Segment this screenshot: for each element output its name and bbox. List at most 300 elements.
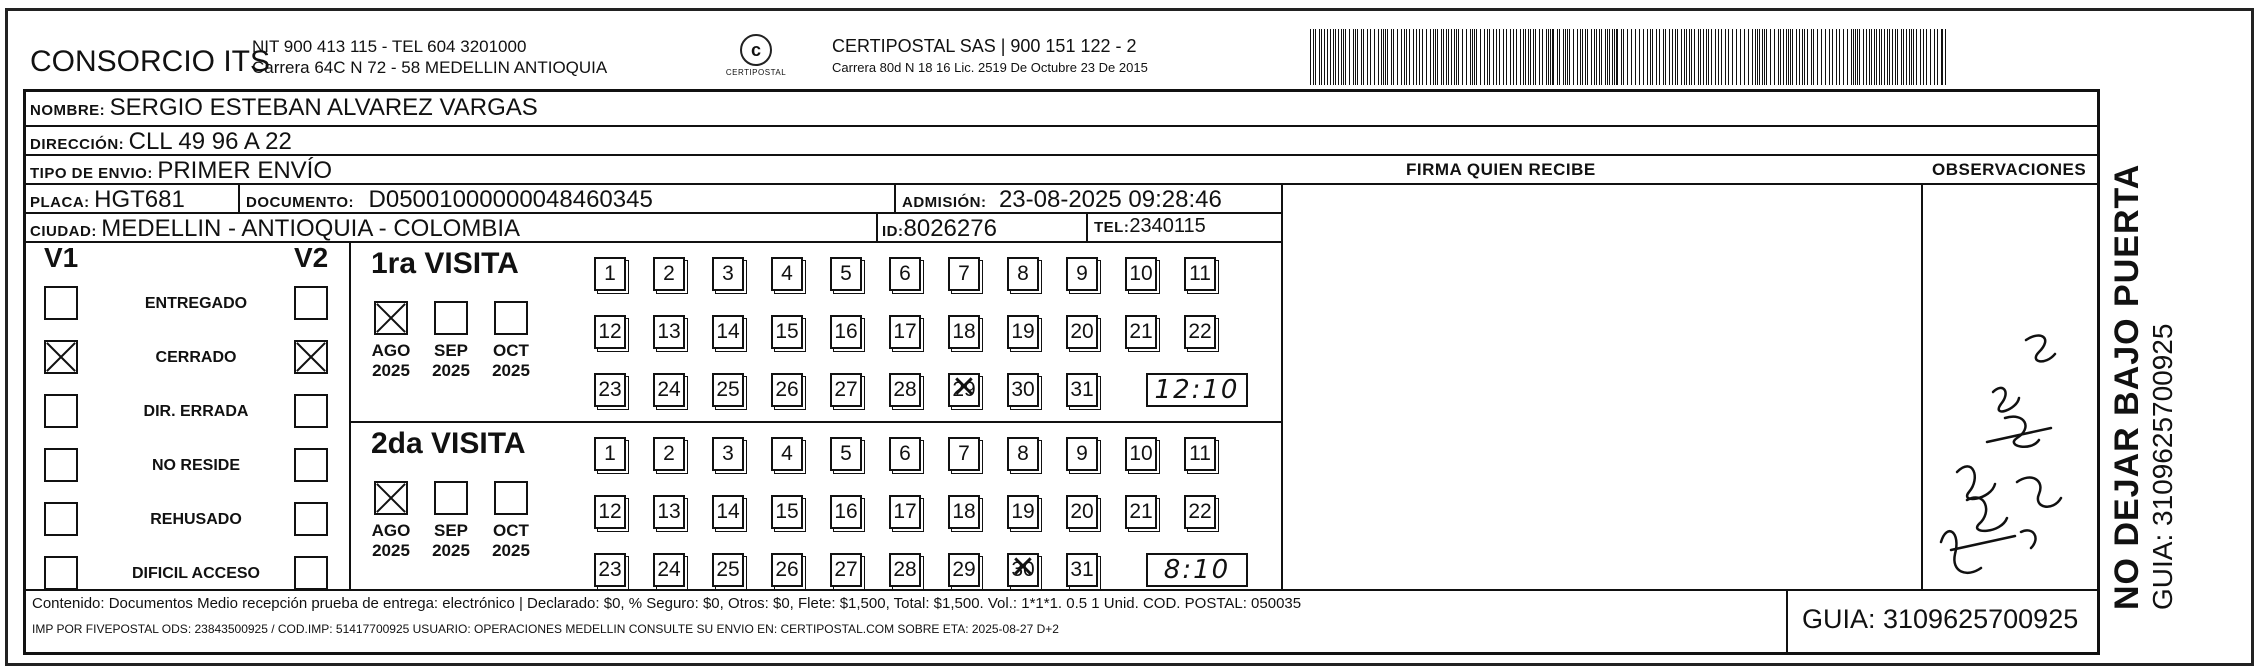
barcode-bar: [1484, 29, 1485, 85]
barcode-bar: [1770, 29, 1771, 85]
day-box[interactable]: 7: [948, 437, 980, 471]
v2-checkbox[interactable]: [294, 448, 328, 482]
v1-checkbox[interactable]: [44, 556, 78, 590]
barcode-bar: [1565, 29, 1566, 85]
direccion-label: DIRECCIÓN:: [30, 136, 125, 153]
month-label: OCT 2025: [492, 341, 530, 380]
nombre-label: NOMBRE:: [30, 102, 106, 119]
day-box[interactable]: 3: [712, 257, 744, 291]
firma-header: FIRMA QUIEN RECIBE: [1406, 160, 1596, 179]
day-box[interactable]: 17: [889, 315, 921, 349]
barcode-bar: [1887, 29, 1888, 85]
barcode-bar: [1706, 29, 1707, 85]
barcode-bar: [1321, 29, 1322, 85]
barcode-bar: [1363, 29, 1364, 85]
v2-checkbox[interactable]: [294, 340, 328, 374]
barcode-bar: [1426, 29, 1427, 85]
v2-checkbox[interactable]: [294, 556, 328, 590]
v2-header: V2: [294, 242, 329, 273]
barcode-bar: [1525, 29, 1526, 85]
barcode-bar: [1539, 29, 1540, 85]
day-box[interactable]: 22: [1184, 315, 1216, 349]
tel-value: 2340115: [1129, 215, 1206, 237]
month-label: SEP 2025: [432, 341, 470, 380]
day-box[interactable]: 22: [1184, 495, 1216, 529]
barcode-bar: [1381, 29, 1382, 85]
admision-cell: [902, 186, 1222, 214]
barcode-bar: [1623, 29, 1624, 85]
barcode-bar: [1496, 29, 1497, 85]
day-box[interactable]: 18: [948, 315, 980, 349]
barcode-bar: [1855, 29, 1856, 85]
company-name: CONSORCIO ITS: [30, 45, 271, 78]
day-box[interactable]: 23: [594, 553, 626, 587]
day-box[interactable]: 31: [1066, 373, 1098, 407]
barcode-bar: [1357, 29, 1358, 85]
day-box[interactable]: 16: [830, 495, 862, 529]
barcode-bar: [1370, 29, 1371, 85]
day-box[interactable]: 10: [1125, 257, 1157, 291]
day-box[interactable]: 30 ✕: [1007, 553, 1039, 587]
status-label: DIFICIL ACCESO: [131, 565, 260, 582]
barcode-bar: [1627, 29, 1628, 85]
barcode-bar: [1913, 29, 1914, 85]
status-label: CERRADO: [155, 349, 237, 366]
observaciones-header: OBSERVACIONES: [1932, 160, 2087, 179]
signature: [1921, 242, 2097, 587]
barcode-bar: [1851, 29, 1852, 85]
barcode-bar: [1330, 29, 1331, 85]
placa-value: HGT681: [94, 186, 185, 213]
barcode-bar: [1762, 29, 1763, 85]
barcode-bar: [1863, 29, 1864, 85]
barcode-bar: [1916, 29, 1917, 85]
barcode-bar: [1406, 29, 1407, 85]
barcode-bar: [1419, 29, 1420, 85]
barcode-bar: [1669, 29, 1670, 85]
month-label: AGO 2025: [371, 521, 411, 560]
v1-checkbox[interactable]: [44, 286, 78, 320]
day-box[interactable]: 24: [653, 373, 685, 407]
day-box[interactable]: 4: [771, 437, 803, 471]
certi-line2: Carrera 80d N 18 16 Lic. 2519 De Octubre 23 De 2015: [832, 60, 1148, 75]
day-box[interactable]: 16: [830, 315, 862, 349]
month-label: AGO 2025: [371, 341, 411, 380]
barcode-bar: [1874, 29, 1875, 85]
barcode-bar: [1335, 29, 1336, 85]
barcode-bar: [1631, 29, 1632, 85]
barcode-bar: [1327, 29, 1328, 85]
barcode-bar: [1585, 29, 1586, 85]
barcode-bar: [1563, 29, 1564, 85]
barcode-bar: [1703, 29, 1704, 85]
barcode-bar: [1594, 29, 1595, 85]
barcode-bar: [1744, 29, 1745, 85]
barcode-bar: [1416, 29, 1417, 85]
barcode-bar: [1506, 29, 1507, 85]
admision-label: ADMISIÓN:: [902, 194, 987, 211]
barcode-bar: [1315, 29, 1316, 85]
barcode-bar: [1422, 29, 1423, 85]
v1-checkbox[interactable]: [44, 448, 78, 482]
barcode-bar: [1708, 29, 1709, 85]
barcode-bar: [1764, 29, 1765, 85]
day-box[interactable]: 17: [889, 495, 921, 529]
day-box[interactable]: 8: [1007, 437, 1039, 471]
day-box[interactable]: 6: [889, 437, 921, 471]
v1-checkbox[interactable]: [44, 502, 78, 536]
status-label: DIR. ERRADA: [143, 403, 249, 420]
barcode-bar: [1607, 29, 1608, 85]
certi-line1: CERTIPOSTAL SAS | 900 151 122 - 2: [832, 36, 1137, 56]
barcode-bar: [1559, 29, 1560, 85]
barcode-bar: [1387, 29, 1388, 85]
barcode-bar: [1535, 29, 1536, 85]
barcode-bar: [1656, 29, 1657, 85]
barcode-bar: [1557, 29, 1558, 85]
tel-cell: [1094, 215, 1206, 238]
status-label: ENTREGADO: [144, 295, 248, 312]
barcode-bar: [1920, 29, 1921, 85]
barcode-bar: [1847, 29, 1848, 85]
barcode-bar: [1774, 29, 1775, 85]
barcode-bar: [1879, 29, 1880, 85]
day-box[interactable]: 28: [889, 553, 921, 587]
barcode-bar: [1430, 29, 1431, 85]
barcode-bar: [1652, 29, 1653, 85]
footer-guia: GUIA: 3109625700925: [1802, 604, 2079, 634]
barcode-bar: [1548, 29, 1549, 85]
documento-value: D05001000000048460345: [368, 186, 653, 213]
day-box[interactable]: 23: [594, 373, 626, 407]
day-box[interactable]: 2: [653, 257, 685, 291]
barcode-bar: [1821, 29, 1822, 85]
barcode-bar: [1876, 29, 1877, 85]
barcode-bar: [1456, 29, 1457, 85]
barcode-bar: [1616, 29, 1618, 85]
barcode-bar: [1343, 29, 1344, 85]
day-box[interactable]: 1: [594, 257, 626, 291]
ciudad-cell: [30, 215, 520, 243]
day-box[interactable]: 29: [948, 553, 980, 587]
barcode-bar: [1903, 29, 1904, 85]
barcode-bar: [1472, 29, 1473, 85]
barcode-bar: [1691, 29, 1692, 85]
side-stamp-guia: GUIA: 3109625700925: [2147, 323, 2178, 610]
barcode-bar: [1385, 29, 1386, 85]
day-box[interactable]: 20: [1066, 315, 1098, 349]
documento-label: DOCUMENTO:: [246, 194, 355, 211]
barcode-bar: [1672, 29, 1673, 85]
barcode-bar: [1319, 29, 1320, 85]
ciudad-label: CIUDAD:: [30, 223, 97, 240]
ciudad-value: MEDELLIN - ANTIOQUIA - COLOMBIA: [101, 215, 521, 242]
barcode-bar: [1437, 29, 1438, 85]
month-checkbox[interactable]: [494, 481, 528, 515]
barcode-bar: [1345, 29, 1346, 85]
barcode-bar: [1569, 29, 1570, 85]
day-box[interactable]: 26: [771, 553, 803, 587]
barcode-bar: [1732, 29, 1733, 85]
certipostal-logo: [725, 34, 787, 82]
day-box[interactable]: 30: [1007, 373, 1039, 407]
barcode-bar: [1811, 29, 1812, 85]
barcode-bar: [1677, 29, 1678, 85]
delivery-form: [23, 89, 2100, 655]
barcode-bar: [1355, 29, 1356, 85]
day-box[interactable]: 9: [1066, 437, 1098, 471]
barcode-bar: [1817, 29, 1818, 85]
barcode-bar: [1647, 29, 1648, 85]
logo-wordmark: CERTIPOSTAL: [725, 68, 787, 77]
tipo-label: TIPO DE ENVIO:: [30, 165, 153, 182]
barcode-bar: [1587, 29, 1588, 85]
day-box[interactable]: 26: [771, 373, 803, 407]
barcode-bar: [1843, 29, 1844, 85]
day-box[interactable]: 25: [712, 373, 744, 407]
barcode-bar: [1881, 29, 1882, 85]
barcode-bar: [1493, 29, 1494, 85]
day-box[interactable]: 3: [712, 437, 744, 471]
barcode-bar: [1686, 29, 1687, 85]
barcode-bar: [1605, 29, 1606, 85]
v2-checkbox[interactable]: [294, 394, 328, 428]
barcode-bar: [1778, 29, 1779, 85]
barcode-bar: [1884, 29, 1885, 85]
barcode-bar: [1752, 29, 1753, 85]
barcode: [1310, 29, 1950, 85]
day-box[interactable]: 27: [830, 373, 862, 407]
visit-title: 2da VISITA: [371, 427, 526, 460]
visit-title: 1ra VISITA: [371, 247, 519, 280]
day-box[interactable]: 8: [1007, 257, 1039, 291]
barcode-bar: [1612, 29, 1613, 85]
month-checkbox[interactable]: [434, 301, 468, 335]
barcode-bar: [1941, 29, 1943, 85]
barcode-bar: [1901, 29, 1902, 85]
barcode-bar: [1499, 29, 1500, 85]
barcode-bar: [1796, 29, 1797, 85]
month-checkbox[interactable]: [494, 301, 528, 335]
id-label: ID:: [882, 223, 904, 240]
day-box[interactable]: 5: [830, 257, 862, 291]
day-box[interactable]: 14: [712, 495, 744, 529]
barcode-bar: [1832, 29, 1833, 85]
day-box[interactable]: 5: [830, 437, 862, 471]
barcode-bar: [1383, 29, 1384, 85]
barcode-bar: [1378, 29, 1379, 85]
v2-checkbox[interactable]: [294, 502, 328, 536]
barcode-bar: [1577, 29, 1578, 85]
barcode-bar: [1413, 29, 1414, 85]
seal-icon: c: [740, 34, 772, 66]
barcode-bar: [1582, 29, 1583, 85]
barcode-bar: [1552, 29, 1554, 85]
tipo-row: [30, 157, 332, 185]
barcode-bar: [1813, 29, 1814, 85]
barcode-bar: [1718, 29, 1719, 85]
day-box[interactable]: 15: [771, 315, 803, 349]
status-label: REHUSADO: [150, 511, 242, 528]
company-info: [252, 36, 607, 78]
day-box[interactable]: 27: [830, 553, 862, 587]
barcode-bar: [1567, 29, 1568, 85]
barcode-bar: [1663, 29, 1664, 85]
barcode-bar: [1639, 29, 1640, 85]
day-box[interactable]: 19: [1007, 315, 1039, 349]
barcode-bar: [1510, 29, 1511, 85]
v1-checkbox[interactable]: [44, 394, 78, 428]
barcode-bar: [1454, 29, 1455, 85]
barcode-bar: [1435, 29, 1436, 85]
barcode-bar: [1725, 29, 1726, 85]
barcode-bar: [1909, 29, 1910, 85]
barcode-bar: [1825, 29, 1826, 85]
barcode-bar: [1591, 29, 1592, 85]
barcode-bar: [1869, 29, 1870, 85]
barcode-bar: [1643, 29, 1644, 85]
barcode-bar: [1391, 29, 1392, 85]
barcode-bar: [1807, 29, 1808, 85]
side-stamp: [2108, 164, 2179, 610]
month-label: OCT 2025: [492, 521, 530, 560]
day-box[interactable]: 31: [1066, 553, 1098, 587]
barcode-bar: [1393, 29, 1394, 85]
barcode-bar: [1489, 29, 1490, 85]
barcode-bar: [1923, 29, 1924, 85]
barcode-bar: [1621, 29, 1622, 85]
day-box[interactable]: 19: [1007, 495, 1039, 529]
barcode-bar: [1897, 29, 1898, 85]
barcode-bar: [1480, 29, 1481, 85]
barcode-bar: [1790, 29, 1791, 85]
barcode-bar: [1516, 29, 1517, 85]
barcode-bar: [1911, 29, 1912, 85]
documento-cell: [246, 186, 653, 214]
day-box[interactable]: 20: [1066, 495, 1098, 529]
barcode-bar: [1892, 29, 1893, 85]
day-box[interactable]: 24: [653, 553, 685, 587]
barcode-bar: [1665, 29, 1666, 85]
barcode-bar: [1446, 29, 1447, 85]
tel-label: TEL:: [1094, 219, 1130, 236]
day-box[interactable]: 28: [889, 373, 921, 407]
barcode-bar: [1839, 29, 1840, 85]
barcode-bar: [1443, 29, 1444, 85]
barcode-bar: [1694, 29, 1695, 85]
direccion-value: CLL 49 96 A 22: [128, 128, 292, 155]
barcode-bar: [1675, 29, 1676, 85]
nombre-row: [30, 94, 538, 122]
v1-checkbox[interactable]: [44, 340, 78, 374]
barcode-bar: [1441, 29, 1442, 85]
nit-line: NIT 900 413 115 - TEL 604 3201000: [252, 37, 527, 56]
barcode-bar: [1466, 29, 1467, 85]
month-checkbox[interactable]: [374, 301, 408, 335]
barcode-bar: [1401, 29, 1402, 85]
barcode-bar: [1650, 29, 1651, 85]
barcode-bar: [1906, 29, 1907, 85]
barcode-bar: [1349, 29, 1350, 85]
day-box[interactable]: 13: [653, 315, 685, 349]
barcode-bar: [1926, 29, 1927, 85]
barcode-bar: [1853, 29, 1854, 85]
barcode-bar: [1513, 29, 1514, 85]
barcode-bar: [1523, 29, 1524, 85]
v2-checkbox[interactable]: [294, 286, 328, 320]
day-box[interactable]: 2: [653, 437, 685, 471]
day-box[interactable]: 7: [948, 257, 980, 291]
day-box[interactable]: 15: [771, 495, 803, 529]
barcode-bar: [1503, 29, 1504, 85]
barcode-bar: [1324, 29, 1325, 85]
day-box[interactable]: 10: [1125, 437, 1157, 471]
day-box[interactable]: 21: [1125, 315, 1157, 349]
day-box[interactable]: 14: [712, 315, 744, 349]
barcode-bar: [1930, 29, 1931, 85]
barcode-bar: [1310, 29, 1311, 85]
barcode-bar: [1353, 29, 1354, 85]
day-box[interactable]: 13: [653, 495, 685, 529]
barcode-bar: [1700, 29, 1701, 85]
barcode-bar: [1573, 29, 1574, 85]
month-checkbox[interactable]: [434, 481, 468, 515]
certipostal-info: [832, 36, 1148, 78]
side-stamp-warning: NO DEJAR BAJO PUERTA: [2108, 163, 2146, 610]
barcode-bar: [1934, 29, 1935, 85]
barcode-bar: [1542, 29, 1543, 85]
day-box[interactable]: 11: [1184, 257, 1216, 291]
day-box[interactable]: 11: [1184, 437, 1216, 471]
admision-value: 23-08-2025 09:28:46: [998, 186, 1222, 213]
barcode-bar: [1937, 29, 1938, 85]
barcode-bar: [1361, 29, 1362, 85]
day-box[interactable]: 25: [712, 553, 744, 587]
day-box[interactable]: 29 ✕: [948, 373, 980, 407]
nombre-value: SERGIO ESTEBAN ALVAREZ VARGAS: [109, 94, 538, 121]
placa-cell: [30, 186, 185, 214]
month-checkbox[interactable]: [374, 481, 408, 515]
day-box[interactable]: 1: [594, 437, 626, 471]
barcode-bar: [1601, 29, 1602, 85]
day-box[interactable]: 9: [1066, 257, 1098, 291]
barcode-bar: [1792, 29, 1793, 85]
day-box[interactable]: 4: [771, 257, 803, 291]
barcode-bar: [1711, 29, 1712, 85]
barcode-bar: [1609, 29, 1610, 85]
barcode-bar: [1599, 29, 1600, 85]
day-box[interactable]: 21: [1125, 495, 1157, 529]
day-box[interactable]: 12: [594, 315, 626, 349]
barcode-bar: [1470, 29, 1471, 85]
month-label: SEP 2025: [432, 521, 470, 560]
day-box[interactable]: 18: [948, 495, 980, 529]
barcode-bar: [1474, 29, 1475, 85]
barcode-bar: [1333, 29, 1334, 85]
barcode-bar: [1866, 29, 1867, 85]
barcode-bar: [1313, 29, 1314, 85]
barcode-bar: [1458, 29, 1459, 85]
day-box[interactable]: 6: [889, 257, 921, 291]
footer-content-line: Contenido: Documentos Medio recepción prueba de entrega: electrónico | Declarado: $0, % Seguro: $0, Otros: $0, Flete: $1,500, Total: $1,500. Vol.: 1*1*1. 0.5 1 Unid. COD. POSTAL: 050035: [32, 595, 1302, 612]
barcode-bar: [1550, 29, 1551, 85]
id-value: 8026276: [903, 215, 997, 242]
id-cell: [882, 215, 997, 243]
barcode-bar: [1780, 29, 1781, 85]
barcode-bar: [1804, 29, 1805, 85]
day-box[interactable]: 12: [594, 495, 626, 529]
barcode-bar: [1786, 29, 1787, 85]
